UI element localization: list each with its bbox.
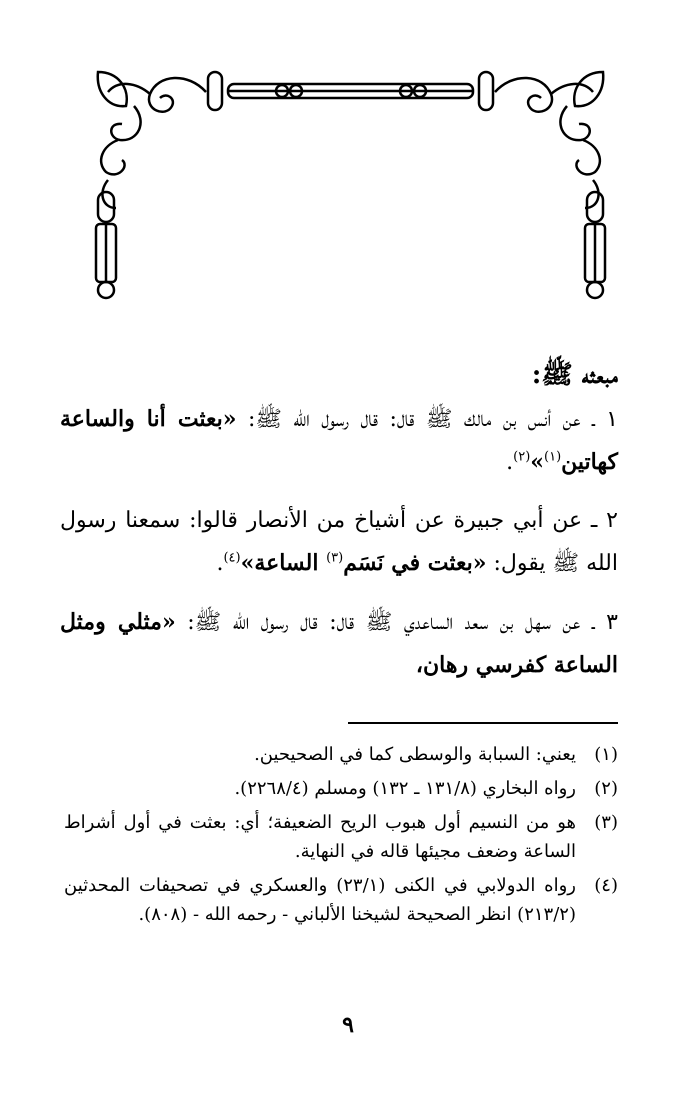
- page-number: ٩: [342, 1012, 354, 1038]
- main-text: [60, 352, 618, 703]
- hadith-3: [60, 601, 618, 687]
- footnote-text: هو من النسيم أول هبوب الريح الضعيفة؛ أي: بعثت في أول أشراط الساعة وضعف مجيئها قاله في النهاية.: [64, 812, 576, 862]
- footnote-number: (٢): [594, 778, 618, 799]
- hadith-3-text: ٣ ـ عن سهل بن سعد الساعدي ﷺ قال: قال رسول الله ﷺ:: [175, 610, 618, 635]
- footnote-text: رواه البخاري (١٣١/٨ ـ ١٣٢) ومسلم (٢٢٦٨/٤).: [234, 778, 576, 799]
- footnote-number: (١): [594, 744, 618, 765]
- hadith-2: ٢ ـ عن أبي جبيرة عن أشياخ من الأنصار قالوا: سمعنا رسول الله ﷺ يقول: «بعثت في نَسَم$^{(٣)}$ الساعة»$^{(٤)}$.: [60, 508, 618, 576]
- hadith-2-quote: «بعثت في نَسَم: [343, 550, 487, 576]
- footnote-number: (٣): [594, 812, 618, 833]
- footnote-1: [64, 740, 618, 769]
- footnote-2: [64, 774, 618, 803]
- footnote-separator: [348, 722, 618, 724]
- footnotes: [64, 740, 618, 934]
- hadith-1-text: ١ ـ عن أنس بن مالك ﷺ قال: قال رسول الله ﷺ:: [236, 407, 618, 432]
- footnote-ref-3: (٣): [326, 550, 344, 566]
- footnote-ref-4: (٤): [223, 550, 241, 566]
- hadith-2-text: ٢ ـ عن أبي جبيرة عن أشياخ من الأنصار قالوا: سمعنا رسول الله ﷺ يقول:: [60, 508, 618, 576]
- footnote-ref-2: (٢): [513, 449, 531, 465]
- footnote-4: [64, 871, 618, 929]
- decorative-header-ornament: [78, 62, 623, 302]
- footnote-3: [64, 808, 618, 866]
- footnote-number: (٤): [594, 875, 618, 896]
- section-heading: مبعثه ﷺ:: [531, 360, 618, 390]
- hadith-1: ١ ـ عن أنس بن مالك ﷺ قال: قال رسول الله ﷺ: «بعثت أنا والساعة كهاتين$^{(١)}$»$^{(٢)}$.: [60, 406, 618, 475]
- hadith-3-quote: «مثلي ومثل الساعة كفرسي رهان،: [60, 609, 618, 678]
- footnote-text: يعني: السبابة والوسطى كما في الصحيحين.: [254, 744, 576, 765]
- hadith-1-quote: «بعثت أنا والساعة كهاتين: [60, 406, 618, 475]
- footnote-text: رواه الدولابي في الكنى (٢٣/١) والعسكري في تصحيفات المحدثين (٢١٣/٢) انظر الصحيحة لشيخنا الألباني - رحمه الله - (٨٠٨).: [64, 875, 576, 925]
- footnote-ref-1: (١): [544, 449, 562, 465]
